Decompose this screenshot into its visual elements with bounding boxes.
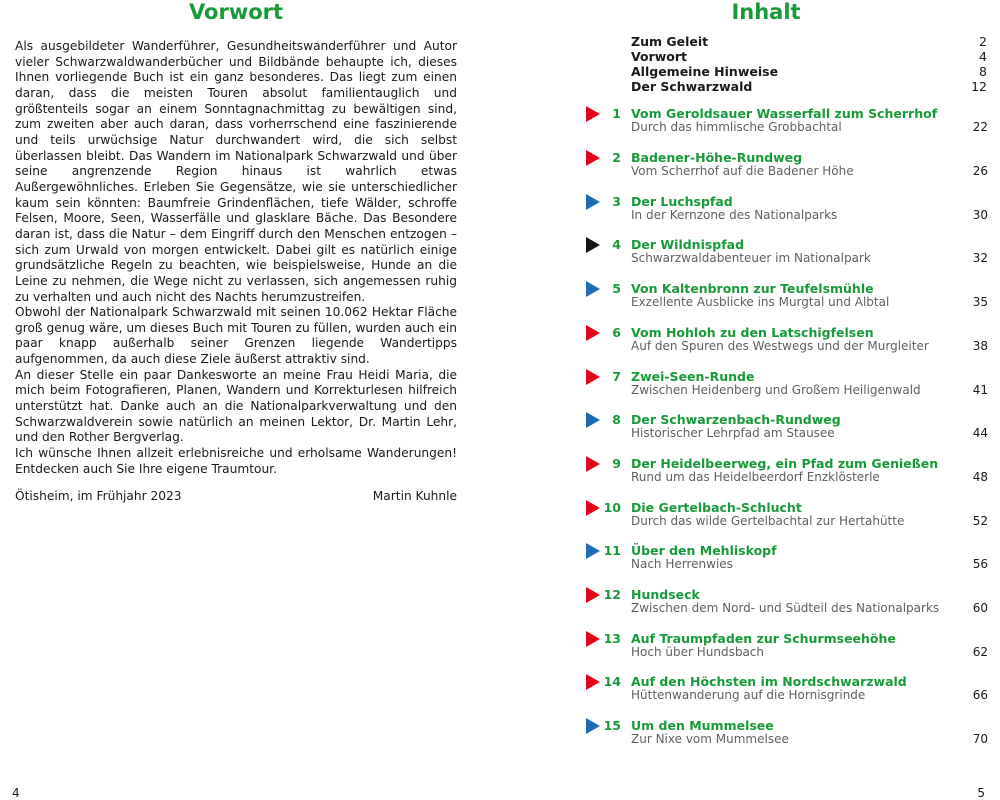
tour-page: 62 — [972, 645, 988, 659]
tour-page: 52 — [972, 514, 988, 528]
tour-subtitle: Durch das wilde Gertelbachtal zur Hertahütte — [631, 514, 905, 528]
tour-title: Zwei-Seen-Runde — [631, 369, 755, 384]
tour-title: Um den Mummelsee — [631, 718, 774, 733]
difficulty-arrow-icon — [586, 106, 600, 122]
difficulty-arrow-icon — [586, 194, 600, 210]
difficulty-arrow-icon — [586, 369, 600, 385]
tour-number: 14 — [603, 674, 621, 689]
tour-title: Hundseck — [631, 587, 700, 602]
tour-number: 12 — [603, 587, 621, 602]
tour-title: Vom Hohloh zu den Latschigfelsen — [631, 325, 874, 340]
tour-page: 44 — [972, 426, 988, 440]
tour-title: Die Gertelbach-Schlucht — [631, 500, 802, 515]
difficulty-arrow-icon — [586, 325, 600, 341]
front-matter-title: Vorwort — [631, 49, 688, 64]
signature-line — [15, 489, 457, 505]
front-matter-title: Der Schwarzwald — [631, 79, 753, 94]
tour-subtitle: Zur Nixe vom Mummelsee — [631, 732, 789, 746]
tour-subtitle: In der Kernzone des Nationalparks — [631, 208, 838, 222]
preface-paragraph: Als ausgebildeter Wanderführer, Gesundheitswanderführer und Autor vieler Schwarzwaldwanderbücher und Bildbände behaupte ich, dieses Ihnen vorliegende Buch ist ein ganz besonderes. Das liegt zum einen daran, dass die meisten Touren absolut familientauglich und größtenteils sogar an einem Sonntagnachmittag zu bewältigen sind, zum zweiten aber auch daran, dass vorherrschend eine faszinierende und teils urwüchsige Natur durchwandert wird, die sich selbst überlassen bleibt. Das Wandern im Nationalpark Schwarzwald und über seine angrenzende Region hinaus ist wahrlich etwas Außergewöhnliches. Erleben Sie Gegensätze, wie sie unterschiedlicher kaum sein könnten: Baumfreie Grindenflächen, tiefe Wälder, schroffe Felsen, Moore, Seen, Wasserfälle und glasklare Bäche. Das Besondere daran ist, dass die Natur – dem Eingriff durch den Menschen entzogen – sich zum Urwald von morgen entwickelt. Dabei gilt es natürlich einige grundsätzliche Regeln zu beachten, wie beispielsweise, Hunde an die Leine zu nehmen, die Wege nicht zu verlassen, sich angemessen ruhig zu verhalten und auch nicht des Nachts herumzustreifen. — [15, 39, 457, 304]
tour-subtitle: Rund um das Heidelbeerdorf Enzklösterle — [631, 470, 880, 484]
tour-subtitle: Zwischen Heidenberg und Großem Heiligenwald — [631, 383, 921, 397]
front-matter-item[interactable] — [631, 79, 987, 94]
place-date: Ötisheim, im Frühjahr 2023 — [15, 489, 182, 503]
tour-entry[interactable] — [586, 368, 988, 402]
tour-entry[interactable] — [586, 411, 988, 445]
tour-title: Der Heidelbeerweg, ein Pfad zum Genießen — [631, 456, 939, 471]
tour-subtitle: Historischer Lehrpfad am Stausee — [631, 426, 835, 440]
tour-entry[interactable] — [586, 630, 988, 664]
tour-entry[interactable] — [586, 105, 988, 139]
tour-title: Auf Traumpfaden zur Schurmseehöhe — [631, 631, 896, 646]
preface-paragraph: Obwohl der Nationalpark Schwarzwald mit seinen 10.062 Hektar Fläche groß genug wäre, um dieses Buch mit Touren zu füllen, wurden auch ein paar knapp außerhalb seiner Grenzen liegende Wandertipps aufgenommen, da auch diese Ziele äußerst attraktiv sind. — [15, 305, 457, 367]
tour-number: 4 — [612, 237, 621, 252]
tour-entry[interactable] — [586, 717, 988, 751]
tour-subtitle: Zwischen dem Nord- und Südteil des Nationalparks — [631, 601, 940, 615]
difficulty-arrow-icon — [586, 631, 600, 647]
tour-entry[interactable] — [586, 673, 988, 707]
difficulty-arrow-icon — [586, 587, 600, 603]
tour-subtitle: Auf den Spuren des Westwegs und der Murgleiter — [631, 339, 929, 353]
front-matter-page: 2 — [979, 34, 987, 49]
front-matter-title: Zum Geleit — [631, 34, 709, 49]
tour-number: 11 — [603, 543, 621, 558]
tour-page: 26 — [972, 164, 988, 178]
difficulty-arrow-icon — [586, 281, 600, 297]
preface-paragraph: An dieser Stelle ein paar Dankesworte an meine Frau Heidi Maria, die mich beim Fotografieren, Planen, Wandern und Korrekturlesen hilfreich unterstützt hat. Danke auch an die Nationalparkverwaltung und den Schwarzwaldverein sowie natürlich an meinen Lektor, Dr. Martin Lehr, und den Rother Bergverlag. — [15, 367, 457, 445]
tour-page: 48 — [972, 470, 988, 484]
tour-number: 1 — [612, 106, 621, 121]
preface-paragraph: Ich wünsche Ihnen allzeit erlebnisreiche und erholsame Wanderungen! Entdecken auch Sie Ihre eigene Traumtour. — [15, 446, 457, 476]
contents-heading: Inhalt — [731, 0, 801, 24]
tour-subtitle: Durch das himmlische Grobbachtal — [631, 120, 842, 134]
tour-entry[interactable] — [586, 455, 988, 489]
page-number-right: 5 — [977, 786, 985, 800]
tour-number: 8 — [612, 412, 621, 427]
tour-page: 35 — [972, 295, 988, 309]
tour-title: Über den Mehliskopf — [631, 543, 777, 558]
tour-page: 66 — [972, 688, 988, 702]
difficulty-arrow-icon — [586, 456, 600, 472]
tour-number: 10 — [603, 500, 621, 515]
tour-entry[interactable] — [586, 193, 988, 227]
tour-entry[interactable] — [586, 542, 988, 576]
difficulty-arrow-icon — [586, 718, 600, 734]
tour-page: 32 — [972, 251, 988, 265]
tour-subtitle: Vom Scherrhof auf die Badener Höhe — [631, 164, 854, 178]
tour-number: 9 — [612, 456, 621, 471]
front-matter-page: 12 — [971, 79, 987, 94]
tour-subtitle: Exzellente Ausblicke ins Murgtal und Albtal — [631, 295, 890, 309]
preface-heading: Vorwort — [188, 0, 284, 24]
tour-page: 22 — [972, 120, 988, 134]
difficulty-arrow-icon — [586, 500, 600, 516]
author-name: Martin Kuhnle — [372, 489, 457, 503]
front-matter-page: 8 — [979, 64, 987, 79]
tour-number: 3 — [612, 194, 621, 209]
tour-entry[interactable] — [586, 586, 988, 620]
right-page — [500, 0, 1000, 800]
tour-entry[interactable] — [586, 499, 988, 533]
tour-subtitle: Nach Herrenwies — [631, 557, 733, 571]
tour-page: 30 — [972, 208, 988, 222]
tour-page: 56 — [972, 557, 988, 571]
difficulty-arrow-icon — [586, 543, 600, 559]
difficulty-arrow-icon — [586, 674, 600, 690]
tour-title: Der Luchspfad — [631, 194, 733, 209]
front-matter-item[interactable] — [631, 64, 987, 79]
tour-page: 41 — [972, 383, 988, 397]
tour-title: Der Schwarzenbach-Rundweg — [631, 412, 841, 427]
tour-number: 15 — [603, 718, 621, 733]
tour-title: Der Wildnispfad — [631, 237, 745, 252]
tour-title: Auf den Höchsten im Nordschwarzwald — [631, 674, 907, 689]
tour-subtitle: Schwarzwaldabenteuer im Nationalpark — [631, 251, 871, 265]
tour-title: Vom Geroldsauer Wasserfall zum Scherrhof — [631, 106, 938, 121]
difficulty-arrow-icon — [586, 237, 600, 253]
tour-page: 70 — [972, 732, 988, 746]
tour-title: Badener-Höhe-Rundweg — [631, 150, 803, 165]
difficulty-arrow-icon — [586, 412, 600, 428]
tour-number: 5 — [612, 281, 621, 296]
tour-number: 7 — [612, 369, 621, 384]
tour-subtitle: Hoch über Hundsbach — [631, 645, 765, 659]
tour-number: 2 — [612, 150, 621, 165]
tour-entry[interactable] — [586, 236, 988, 270]
tour-page: 60 — [972, 601, 988, 615]
page-number-left: 4 — [12, 786, 20, 800]
tour-subtitle: Hüttenwanderung auf die Hornisgrinde — [631, 688, 866, 702]
front-matter-page: 4 — [979, 49, 987, 64]
tour-title: Von Kaltenbronn zur Teufelsmühle — [631, 281, 874, 296]
front-matter-title: Allgemeine Hinweise — [631, 64, 779, 79]
tour-entry[interactable] — [586, 280, 988, 314]
difficulty-arrow-icon — [586, 150, 600, 166]
front-matter-list — [631, 34, 987, 94]
tour-number: 13 — [603, 631, 621, 646]
tour-entry[interactable] — [586, 149, 988, 183]
front-matter-item[interactable] — [631, 49, 987, 64]
tour-number: 6 — [612, 325, 621, 340]
preface-text — [15, 39, 457, 477]
tour-entry[interactable] — [586, 324, 988, 358]
tour-page: 38 — [972, 339, 988, 353]
front-matter-item[interactable] — [631, 34, 987, 49]
